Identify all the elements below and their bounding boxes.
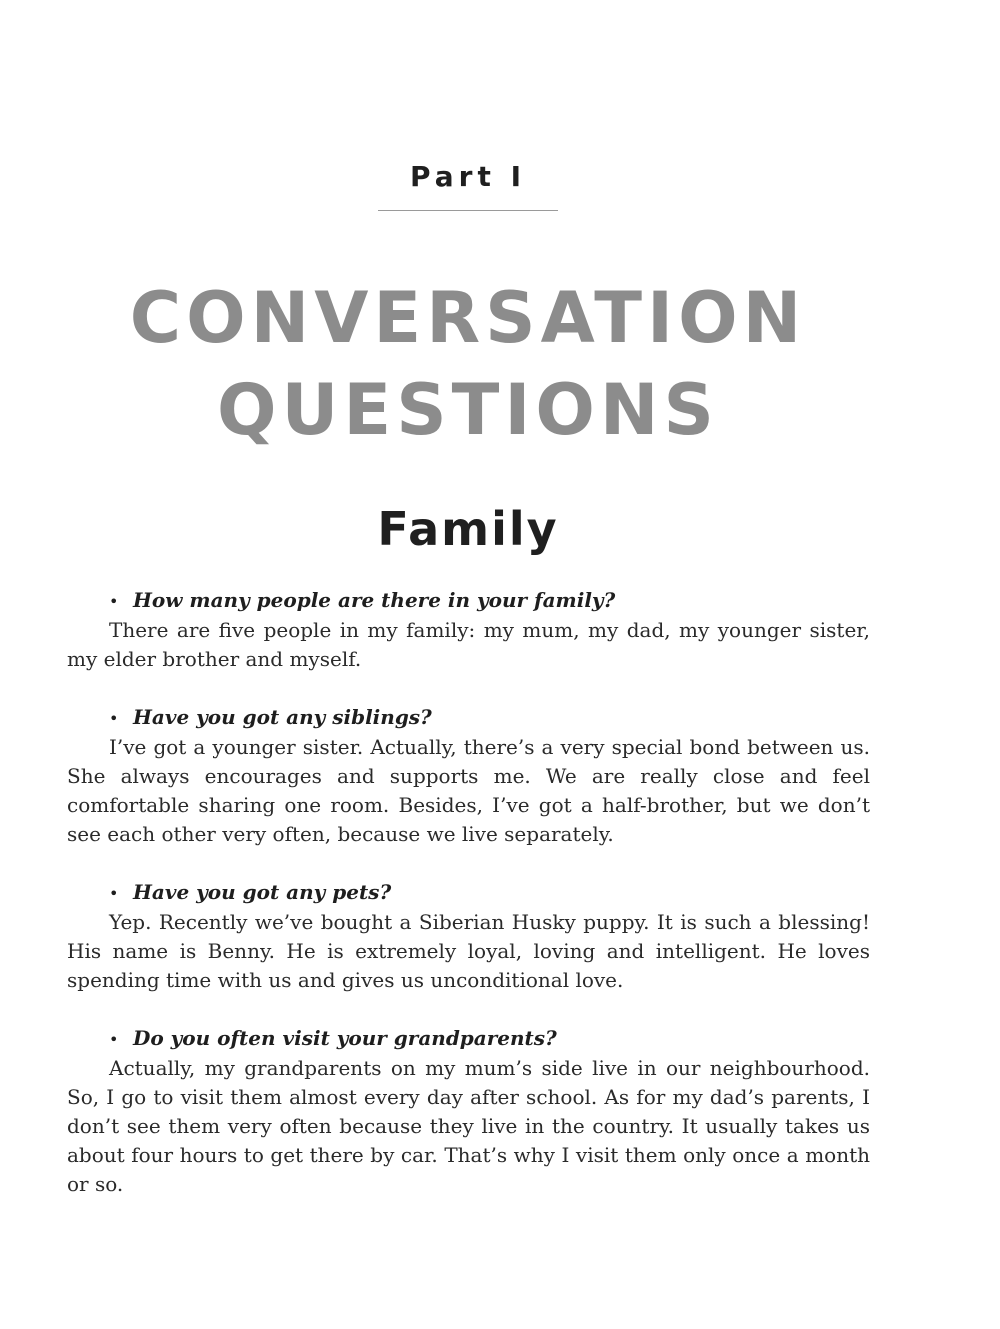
qa-item [67, 703, 870, 849]
question-text: Have you got any pets? [133, 880, 392, 904]
chapter-title-line-1: CONVERSATION [129, 277, 807, 359]
answer: I’ve got a younger sister. Actually, there’s a very special bond between us. She always encourages and supports me. We are really close and feel comfortable sharing one room. Besides, I’ve got a half-brother, but we don’t see each other very often, because we live separately. [67, 735, 870, 846]
bullet-icon: • [109, 1030, 119, 1049]
bullet-icon: • [109, 709, 119, 728]
qa-list [67, 586, 870, 1199]
question [67, 1024, 870, 1054]
answer: There are five people in my family: my mum, my dad, my younger sister, my elder brother and myself. [67, 618, 870, 671]
chapter-title [0, 272, 936, 456]
bullet-icon: • [109, 884, 119, 903]
question [67, 878, 870, 908]
question-text: How many people are there in your family? [133, 588, 616, 612]
part-divider [378, 210, 558, 211]
qa-item [67, 1024, 870, 1199]
qa-item [67, 586, 870, 674]
qa-item [67, 878, 870, 995]
answer: Actually, my grandparents on my mum’s side live in our neighbourhood. So, I go to visit them almost every day after school. As for my dad’s parents, I don’t see them very often because they live in the country. It usually takes us about four hours to get there by car. That’s why I visit them only once a month or so. [67, 1056, 870, 1196]
question-text: Have you got any siblings? [133, 705, 432, 729]
bullet-icon: • [109, 592, 119, 611]
question [67, 703, 870, 733]
section-title: Family [377, 502, 559, 556]
question-text: Do you often visit your grandparents? [133, 1026, 557, 1050]
answer: Yep. Recently we’ve bought a Siberian Husky puppy. It is such a blessing! His name is Benny. He is extremely loyal, loving and intelligent. He loves spending time with us and gives us unconditional love. [67, 910, 870, 992]
question [67, 586, 870, 616]
chapter-title-line-2: QUESTIONS [217, 369, 719, 451]
part-label: Part I [409, 160, 527, 193]
